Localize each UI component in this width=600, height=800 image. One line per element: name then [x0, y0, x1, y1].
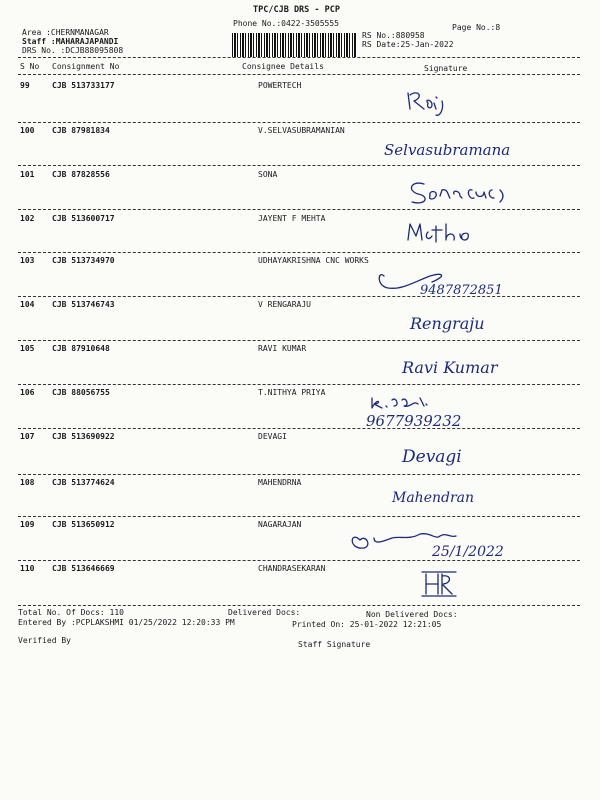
- table-row: [0, 342, 600, 382]
- signature-image: [0, 342, 600, 386]
- barcode: [232, 33, 357, 57]
- divider: [18, 428, 580, 429]
- signature-image: [0, 386, 600, 430]
- phone-number: Phone No.:0422-3505555: [233, 19, 339, 28]
- table-row: [0, 254, 600, 298]
- svg-text:Mahendran: Mahendran: [392, 490, 475, 506]
- staff-signature: Staff Signature: [298, 640, 371, 649]
- row-consignment: CJB 513746743: [52, 300, 115, 309]
- table-row: [0, 212, 600, 252]
- col-consignee: Consignee Details: [242, 62, 324, 71]
- table-row: [0, 562, 600, 602]
- signature-image: [0, 168, 600, 212]
- signature-image: [0, 254, 600, 298]
- svg-text:Devagi: Devagi: [402, 447, 462, 467]
- area-label: Area :CHERNMANAGAR: [22, 28, 109, 37]
- signature-image: [0, 562, 600, 606]
- row-consignee: JAYENT F MEHTA: [258, 214, 326, 223]
- row-consignment: CJB 88056755: [52, 388, 110, 397]
- table-row: [0, 168, 600, 208]
- svg-text:25/1/2022: 25/1/2022: [432, 544, 504, 560]
- table-row: [0, 79, 600, 119]
- svg-text:9677939232: 9677939232: [366, 412, 462, 430]
- row-consignment: CJB 87828556: [52, 170, 110, 179]
- signature-image: [0, 518, 600, 562]
- col-sno: S No: [20, 62, 40, 71]
- divider: [18, 252, 580, 253]
- row-consignee: NAGARAJAN: [258, 520, 302, 529]
- rs-date: RS Date:25-Jan-2022: [362, 40, 454, 49]
- row-consignment: CJB 513650912: [52, 520, 115, 529]
- row-sno: 106: [20, 388, 35, 397]
- row-sno: 104: [20, 300, 35, 309]
- table-row: [0, 386, 600, 430]
- row-consignment: CJB 513600717: [52, 214, 115, 223]
- row-consignment: CJB 513733177: [52, 81, 115, 90]
- row-sno: 110: [20, 564, 35, 573]
- printed-on: Printed On: 25-01-2022 12:21:05: [292, 620, 442, 629]
- row-consignment: CJB 513646669: [52, 564, 115, 573]
- signature-image: [0, 79, 600, 123]
- divider: [18, 74, 580, 75]
- row-consignment: CJB 513734970: [52, 256, 115, 265]
- divider: [18, 165, 580, 166]
- staff-label: Staff :MAHARAJAPANDI: [22, 37, 119, 46]
- row-consignee: UDHAYAKRISHNA CNC WORKS: [258, 256, 369, 265]
- signature-image: [0, 124, 600, 168]
- divider: [18, 57, 580, 58]
- table-row: [0, 518, 600, 558]
- row-sno: 109: [20, 520, 35, 529]
- col-consignment: Consignment No: [52, 62, 120, 71]
- row-sno: 107: [20, 432, 35, 441]
- divider: [18, 209, 580, 210]
- divider: [18, 122, 580, 123]
- table-row: [0, 124, 600, 164]
- row-sno: 108: [20, 478, 35, 487]
- row-consignment: CJB 513690922: [52, 432, 115, 441]
- row-consignee: CHANDRASEKARAN: [258, 564, 326, 573]
- divider: [18, 296, 580, 297]
- non-delivered-docs: Non Delivered Docs:: [366, 610, 458, 619]
- row-consignee: T.NITHYA PRIYA: [258, 388, 326, 397]
- page-number: Page No.:8: [452, 23, 501, 32]
- row-sno: 102: [20, 214, 35, 223]
- row-consignee: SONA: [258, 170, 278, 179]
- svg-text:Rengraju: Rengraju: [410, 314, 485, 333]
- svg-text:9487872851: 9487872851: [420, 283, 503, 298]
- delivered-docs: Delivered Docs:: [228, 608, 301, 617]
- col-signature: Signature: [424, 64, 468, 73]
- row-consignee: DEVAGI: [258, 432, 287, 441]
- total-docs: Total No. Of Docs: 110: [18, 608, 124, 617]
- divider: [18, 516, 580, 517]
- row-consignee: V RENGARAJU: [258, 300, 311, 309]
- row-consignee: POWERTECH: [258, 81, 302, 90]
- table-row: [0, 476, 600, 516]
- table-row: [0, 430, 600, 470]
- verified-by: Verified By: [18, 636, 71, 645]
- row-sno: 100: [20, 126, 35, 135]
- entered-by: Entered By :PCPLAKSHMI 01/25/2022 12:20:33 PM: [18, 618, 235, 627]
- divider: [18, 474, 580, 475]
- row-consignment: CJB 513774624: [52, 478, 115, 487]
- table-row: [0, 298, 600, 338]
- row-consignment: CJB 87981834: [52, 126, 110, 135]
- row-consignee: V.SELVASUBRAMANIAN: [258, 126, 345, 135]
- divider: [18, 340, 580, 341]
- drs-number: DRS No. :DCJB88095808: [22, 46, 124, 55]
- row-sno: 99: [20, 81, 30, 90]
- divider: [18, 384, 580, 385]
- divider: [18, 605, 580, 606]
- row-consignment: CJB 87910648: [52, 344, 110, 353]
- document-title: TPC/CJB DRS - PCP: [253, 5, 340, 15]
- divider: [18, 560, 580, 561]
- signature-image: [0, 430, 600, 474]
- signature-image: [0, 476, 600, 520]
- row-sno: 103: [20, 256, 35, 265]
- svg-text:Ravi Kumar: Ravi Kumar: [402, 358, 498, 377]
- row-consignee: RAVI KUMAR: [258, 344, 307, 353]
- svg-text:Selvasubramana: Selvasubramana: [384, 141, 511, 159]
- rs-number: RS No.:880958: [362, 31, 425, 40]
- row-sno: 101: [20, 170, 35, 179]
- row-sno: 105: [20, 344, 35, 353]
- row-consignee: MAHENDRNA: [258, 478, 302, 487]
- signature-image: [0, 298, 600, 342]
- signature-image: [0, 212, 600, 256]
